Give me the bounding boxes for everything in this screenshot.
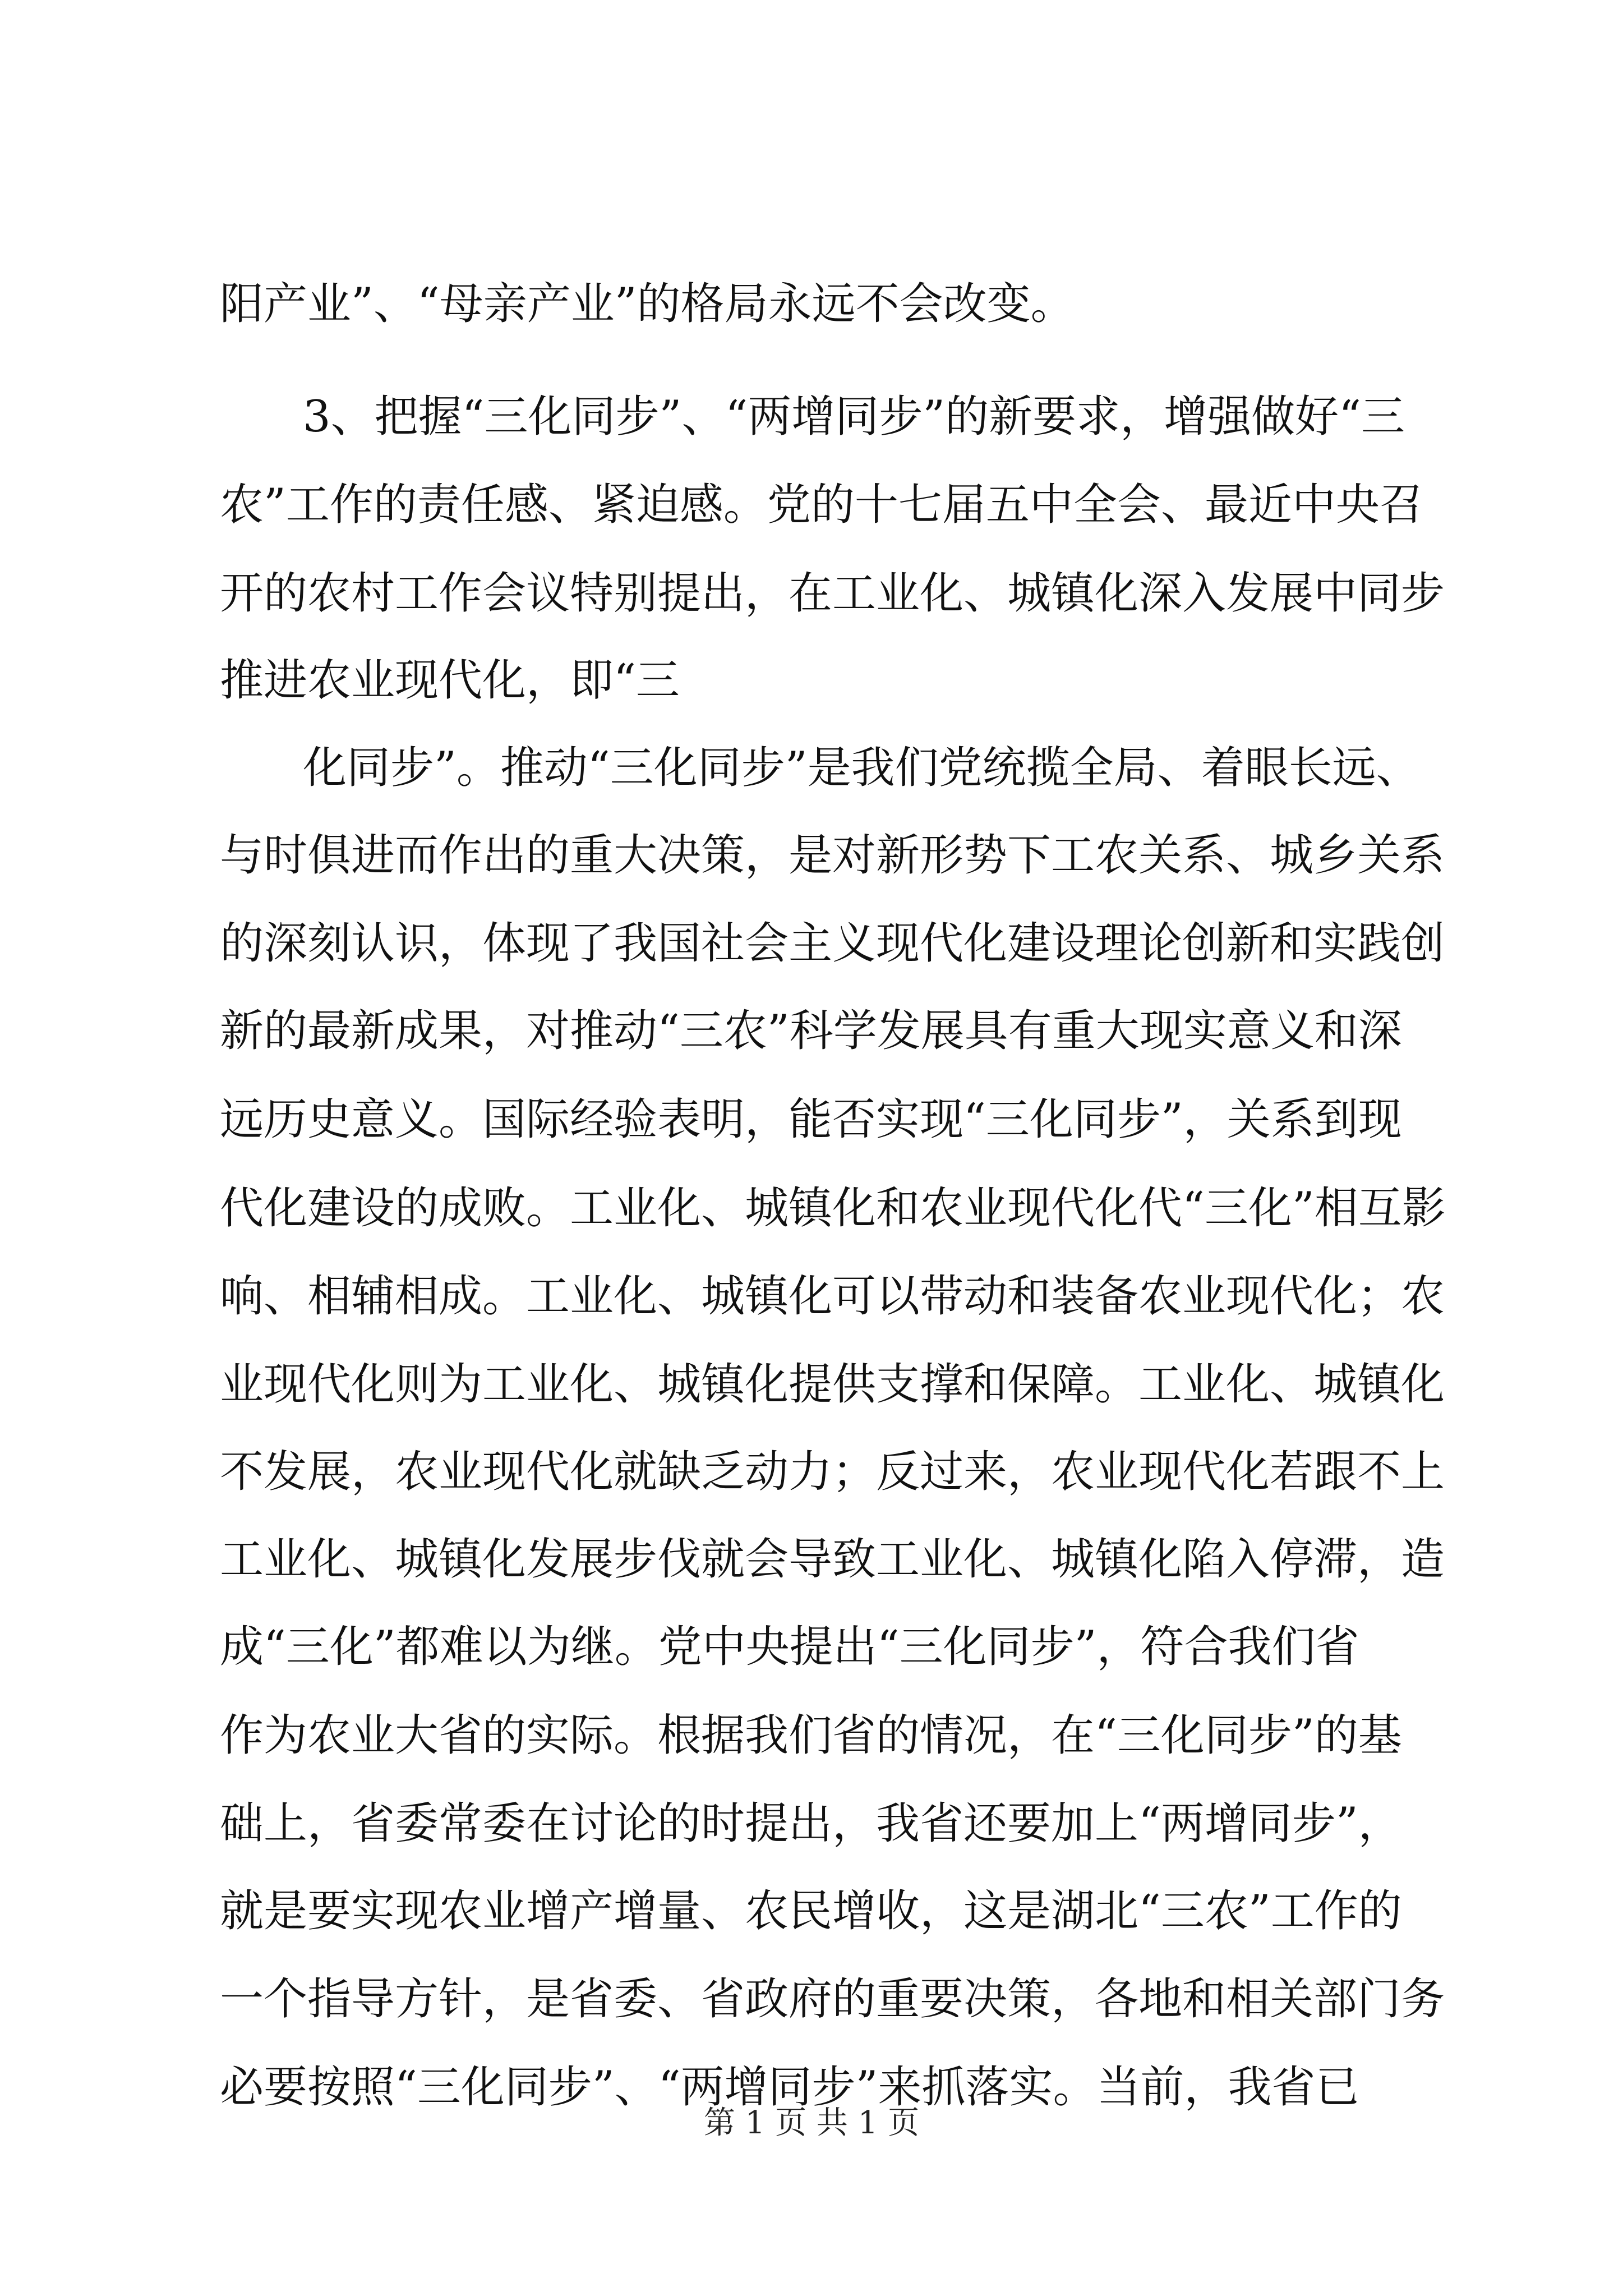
text-line [0,1172,1623,1245]
text-line [0,1787,1623,1860]
text-line-content: 推进农业现代化，即“三 [220,655,680,706]
text-line [0,380,1623,453]
text-line-content: 作为农业大省的实际。根据我们省的情况，在“三化同步”的基 [220,1710,1402,1761]
text-line-content: 代化建设的成败。工业化、城镇化和农业现代化代“三化”相互影 [220,1183,1446,1234]
text-line-content: 业现代化则为工业化、城镇化提供支撑和保障。工业化、城镇化 [220,1359,1445,1410]
text-line-content: 响、相辅相成。工业化、城镇化可以带动和装备农业现代化；农 [220,1271,1445,1322]
text-line [0,1963,1623,2036]
text-line-content: 远历史意义。国际经验表明，能否实现“三化同步”，关系到现 [220,1094,1402,1145]
text-line [0,468,1623,541]
page-footer [0,2101,1623,2146]
text-line [0,1611,1623,1683]
text-line-content: 新的最新成果，对推动“三农”科学发展具有重大现实意义和深 [220,1006,1402,1056]
page-number-label: 第 1 页 共 1 页 [703,2105,920,2141]
text-line-content: 阳产业”、“母亲产业”的格局永远不会改变。 [220,279,1075,329]
text-line-content: 农”工作的责任感、紧迫感。党的十七届五中全会、最近中央召 [220,480,1423,530]
text-line-content: 工业化、城镇化发展步伐就会导致工业化、城镇化陷入停滞，造 [220,1534,1445,1585]
text-line [0,644,1623,717]
text-line-content: 3、把握“三化同步”、“两增同步”的新要求，增强做好“三 [303,392,1405,442]
text-line [0,1875,1623,1948]
text-line-content: 必要按照“三化同步”、“两增同步”来抓落实。当前，我省已 [220,2062,1359,2113]
text-line-content: 就是要实现农业增产增量、农民增收，这是湖北“三农”工作的 [220,1886,1402,1936]
text-line [0,1083,1623,1156]
text-line-content: 成“三化”都难以为继。党中央提出“三化同步”，符合我们省 [220,1622,1359,1672]
text-line [0,1523,1623,1596]
text-line-content: 化同步”。推动“三化同步”是我们党统揽全局、着眼长远、 [303,743,1420,793]
text-line-content: 的深刻认识，体现了我国社会主义现代化建设理论创新和实践创 [220,918,1445,969]
text-line [0,1435,1623,1508]
text-line [0,557,1623,630]
text-line-content: 开的农村工作会议特别提出，在工业化、城镇化深入发展中同步 [220,568,1445,619]
text-line-content: 础上，省委常委在讨论的时提出，我省还要加上“两增同步”， [220,1798,1402,1849]
text-line [0,995,1623,1068]
text-line [0,268,1623,341]
text-line-content: 与时俱进而作出的重大决策，是对新形势下工农关系、城乡关系 [220,830,1445,881]
text-line [0,731,1623,804]
text-line [0,819,1623,892]
text-line [0,1348,1623,1421]
text-line [0,907,1623,980]
text-line-content: 一个指导方针，是省委、省政府的重要决策，各地和相关部门务 [220,1974,1445,2024]
text-line [0,1699,1623,1772]
text-line [0,1260,1623,1333]
text-line-content: 不发展，农业现代化就缺乏动力；反过来，农业现代化若跟不上 [220,1447,1445,1497]
